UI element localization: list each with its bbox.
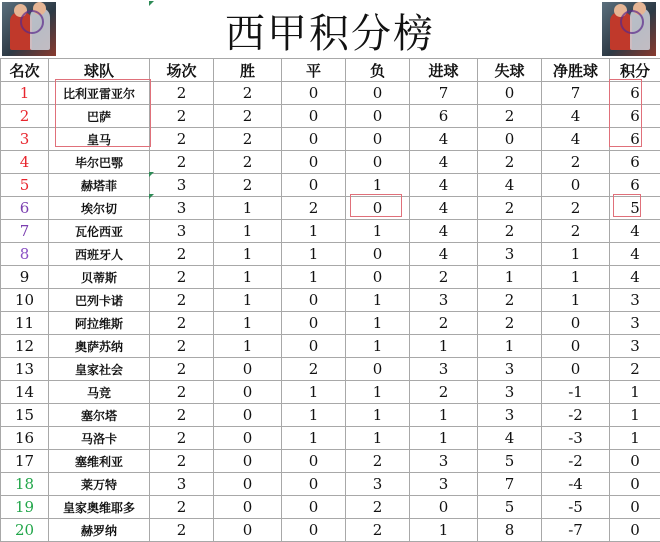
rank-cell: 13	[1, 358, 49, 381]
rank-cell: 18	[1, 473, 49, 496]
played-cell: 2	[150, 289, 214, 312]
won-cell: 0	[214, 358, 282, 381]
played-cell: 2	[150, 266, 214, 289]
played-cell: 2	[150, 381, 214, 404]
drawn-cell: 0	[282, 289, 346, 312]
won-cell: 1	[214, 312, 282, 335]
points-cell: 1	[610, 427, 660, 450]
goals-for-cell: 1	[410, 404, 478, 427]
drawn-cell: 0	[282, 450, 346, 473]
points-cell: 5	[610, 197, 660, 220]
column-header-team: 球队	[49, 59, 150, 82]
goals-for-cell: 2	[410, 381, 478, 404]
table-row	[1, 151, 660, 174]
lost-cell: 1	[346, 174, 410, 197]
header-row	[1, 59, 660, 82]
goal-difference-cell: 0	[542, 312, 610, 335]
won-cell: 2	[214, 174, 282, 197]
points-cell: 6	[610, 151, 660, 174]
goals-for-cell: 4	[410, 220, 478, 243]
lost-cell: 1	[346, 427, 410, 450]
rank-cell: 5	[1, 174, 49, 197]
team-name-cell: 瓦伦西亚	[49, 220, 150, 243]
lost-cell: 3	[346, 473, 410, 496]
won-cell: 2	[214, 151, 282, 174]
goals-for-cell: 0	[410, 496, 478, 519]
lost-cell: 0	[346, 243, 410, 266]
rank-cell: 19	[1, 496, 49, 519]
team-name-cell: 毕尔巴鄂	[49, 151, 150, 174]
drawn-cell: 1	[282, 381, 346, 404]
goals-for-cell: 4	[410, 197, 478, 220]
goal-difference-cell: -2	[542, 404, 610, 427]
goal-difference-cell: 0	[542, 335, 610, 358]
drawn-cell: 2	[282, 358, 346, 381]
points-cell: 0	[610, 519, 660, 542]
player-photo-icon	[602, 2, 656, 56]
won-cell: 1	[214, 335, 282, 358]
goal-difference-cell: 4	[542, 128, 610, 151]
lost-cell: 2	[346, 450, 410, 473]
goals-against-cell: 5	[478, 450, 542, 473]
cell-marker	[149, 172, 154, 177]
column-header-lost: 负	[346, 59, 410, 82]
team-name-cell: 莱万特	[49, 473, 150, 496]
played-cell: 2	[150, 335, 214, 358]
won-cell: 2	[214, 128, 282, 151]
goal-difference-cell: -7	[542, 519, 610, 542]
won-cell: 0	[214, 427, 282, 450]
lost-cell: 0	[346, 151, 410, 174]
points-cell: 3	[610, 335, 660, 358]
column-header-won: 胜	[214, 59, 282, 82]
drawn-cell: 0	[282, 174, 346, 197]
won-cell: 1	[214, 197, 282, 220]
goals-for-cell: 4	[410, 243, 478, 266]
lost-cell: 2	[346, 519, 410, 542]
goal-difference-cell: 0	[542, 174, 610, 197]
column-header-drawn: 平	[282, 59, 346, 82]
goals-against-cell: 2	[478, 151, 542, 174]
drawn-cell: 1	[282, 220, 346, 243]
table-row	[1, 128, 660, 151]
won-cell: 1	[214, 220, 282, 243]
goal-difference-cell: 2	[542, 220, 610, 243]
cell-marker	[149, 194, 154, 199]
won-cell: 0	[214, 381, 282, 404]
goal-difference-cell: -2	[542, 450, 610, 473]
table-row	[1, 519, 660, 542]
drawn-cell: 0	[282, 82, 346, 105]
rank-cell: 2	[1, 105, 49, 128]
drawn-cell: 0	[282, 519, 346, 542]
team-name-cell: 贝蒂斯	[49, 266, 150, 289]
team-name-cell: 阿拉维斯	[49, 312, 150, 335]
won-cell: 1	[214, 289, 282, 312]
played-cell: 2	[150, 404, 214, 427]
points-cell: 0	[610, 473, 660, 496]
goal-difference-cell: 2	[542, 151, 610, 174]
points-cell: 4	[610, 243, 660, 266]
goal-difference-cell: -1	[542, 381, 610, 404]
goal-difference-cell: 7	[542, 82, 610, 105]
points-cell: 0	[610, 496, 660, 519]
rank-cell: 10	[1, 289, 49, 312]
points-cell: 3	[610, 289, 660, 312]
played-cell: 2	[150, 427, 214, 450]
lost-cell: 1	[346, 335, 410, 358]
cell-marker	[149, 1, 154, 6]
table-row	[1, 496, 660, 519]
goals-against-cell: 4	[478, 427, 542, 450]
goals-against-cell: 3	[478, 358, 542, 381]
table-body	[1, 82, 660, 542]
lost-cell: 1	[346, 220, 410, 243]
points-cell: 6	[610, 174, 660, 197]
rank-cell: 17	[1, 450, 49, 473]
goal-difference-cell: 1	[542, 289, 610, 312]
won-cell: 1	[214, 243, 282, 266]
won-cell: 0	[214, 496, 282, 519]
drawn-cell: 1	[282, 243, 346, 266]
rank-cell: 16	[1, 427, 49, 450]
table-row	[1, 266, 660, 289]
column-header-goal-difference: 净胜球	[542, 59, 610, 82]
goals-for-cell: 6	[410, 105, 478, 128]
lost-cell: 0	[346, 266, 410, 289]
played-cell: 2	[150, 450, 214, 473]
drawn-cell: 1	[282, 427, 346, 450]
won-cell: 2	[214, 105, 282, 128]
goals-against-cell: 2	[478, 105, 542, 128]
rank-cell: 12	[1, 335, 49, 358]
lost-cell: 1	[346, 289, 410, 312]
played-cell: 2	[150, 358, 214, 381]
goals-against-cell: 0	[478, 128, 542, 151]
goals-for-cell: 4	[410, 128, 478, 151]
table-row	[1, 82, 660, 105]
table-row	[1, 197, 660, 220]
drawn-cell: 0	[282, 128, 346, 151]
table-row	[1, 404, 660, 427]
lost-cell: 1	[346, 312, 410, 335]
goals-for-cell: 3	[410, 289, 478, 312]
drawn-cell: 0	[282, 335, 346, 358]
rank-cell: 15	[1, 404, 49, 427]
column-header-rank: 名次	[1, 59, 49, 82]
team-name-cell: 奥萨苏纳	[49, 335, 150, 358]
points-cell: 6	[610, 105, 660, 128]
table-row	[1, 473, 660, 496]
rank-cell: 20	[1, 519, 49, 542]
column-header-points: 积分	[610, 59, 660, 82]
rank-cell: 6	[1, 197, 49, 220]
won-cell: 0	[214, 519, 282, 542]
lost-cell: 0	[346, 82, 410, 105]
points-cell: 6	[610, 82, 660, 105]
table-row	[1, 289, 660, 312]
lost-cell: 0	[346, 128, 410, 151]
standings-table	[0, 58, 660, 542]
goals-against-cell: 2	[478, 220, 542, 243]
drawn-cell: 0	[282, 496, 346, 519]
team-name-cell: 巴萨	[49, 105, 150, 128]
rank-cell: 9	[1, 266, 49, 289]
goals-against-cell: 3	[478, 243, 542, 266]
points-cell: 4	[610, 220, 660, 243]
goals-against-cell: 2	[478, 312, 542, 335]
goals-for-cell: 7	[410, 82, 478, 105]
table-row	[1, 427, 660, 450]
goals-for-cell: 3	[410, 358, 478, 381]
title-bar	[0, 0, 660, 59]
goals-against-cell: 5	[478, 496, 542, 519]
lost-cell: 2	[346, 496, 410, 519]
goals-against-cell: 1	[478, 335, 542, 358]
played-cell: 2	[150, 82, 214, 105]
page-title: 西甲积分榜	[0, 2, 660, 59]
team-name-cell: 比利亚雷亚尔	[49, 82, 150, 105]
goals-against-cell: 3	[478, 404, 542, 427]
team-name-cell: 赫罗纳	[49, 519, 150, 542]
table-row	[1, 243, 660, 266]
points-cell: 3	[610, 312, 660, 335]
lost-cell: 0	[346, 197, 410, 220]
rank-cell: 8	[1, 243, 49, 266]
goals-against-cell: 3	[478, 381, 542, 404]
played-cell: 2	[150, 496, 214, 519]
won-cell: 0	[214, 450, 282, 473]
rank-cell: 1	[1, 82, 49, 105]
points-cell: 1	[610, 381, 660, 404]
played-cell: 2	[150, 312, 214, 335]
goal-difference-cell: 2	[542, 197, 610, 220]
goals-for-cell: 3	[410, 450, 478, 473]
table-row	[1, 381, 660, 404]
goals-against-cell: 7	[478, 473, 542, 496]
won-cell: 0	[214, 473, 282, 496]
goals-for-cell: 4	[410, 174, 478, 197]
points-cell: 6	[610, 128, 660, 151]
team-name-cell: 埃尔切	[49, 197, 150, 220]
rank-cell: 11	[1, 312, 49, 335]
rank-cell: 7	[1, 220, 49, 243]
drawn-cell: 0	[282, 151, 346, 174]
played-cell: 2	[150, 128, 214, 151]
goals-against-cell: 4	[478, 174, 542, 197]
points-cell: 0	[610, 450, 660, 473]
goals-against-cell: 1	[478, 266, 542, 289]
team-name-cell: 西班牙人	[49, 243, 150, 266]
played-cell: 2	[150, 519, 214, 542]
goals-against-cell: 2	[478, 197, 542, 220]
table-row	[1, 358, 660, 381]
drawn-cell: 1	[282, 266, 346, 289]
lost-cell: 0	[346, 358, 410, 381]
team-name-cell: 皇马	[49, 128, 150, 151]
team-name-cell: 塞维利亚	[49, 450, 150, 473]
drawn-cell: 2	[282, 197, 346, 220]
rank-cell: 14	[1, 381, 49, 404]
points-cell: 2	[610, 358, 660, 381]
goals-against-cell: 0	[478, 82, 542, 105]
table-row	[1, 335, 660, 358]
goals-against-cell: 8	[478, 519, 542, 542]
column-header-played: 场次	[150, 59, 214, 82]
won-cell: 2	[214, 82, 282, 105]
played-cell: 2	[150, 151, 214, 174]
rank-cell: 3	[1, 128, 49, 151]
table-row	[1, 312, 660, 335]
team-name-cell: 皇家奥维耶多	[49, 496, 150, 519]
drawn-cell: 0	[282, 473, 346, 496]
table-row	[1, 105, 660, 128]
column-header-goals-for: 进球	[410, 59, 478, 82]
goals-for-cell: 3	[410, 473, 478, 496]
team-name-cell: 赫塔菲	[49, 174, 150, 197]
goals-for-cell: 1	[410, 335, 478, 358]
team-name-cell: 马洛卡	[49, 427, 150, 450]
played-cell: 3	[150, 174, 214, 197]
table-row	[1, 450, 660, 473]
team-name-cell: 皇家社会	[49, 358, 150, 381]
column-header-goals-against: 失球	[478, 59, 542, 82]
lost-cell: 0	[346, 105, 410, 128]
team-name-cell: 塞尔塔	[49, 404, 150, 427]
points-cell: 4	[610, 266, 660, 289]
goals-against-cell: 2	[478, 289, 542, 312]
table-row	[1, 220, 660, 243]
goal-difference-cell: -4	[542, 473, 610, 496]
goals-for-cell: 1	[410, 519, 478, 542]
goals-for-cell: 4	[410, 151, 478, 174]
goal-difference-cell: -5	[542, 496, 610, 519]
goal-difference-cell: 0	[542, 358, 610, 381]
team-name-cell: 巴列卡诺	[49, 289, 150, 312]
played-cell: 3	[150, 473, 214, 496]
played-cell: 3	[150, 220, 214, 243]
lost-cell: 1	[346, 404, 410, 427]
goals-for-cell: 2	[410, 312, 478, 335]
goals-for-cell: 1	[410, 427, 478, 450]
won-cell: 0	[214, 404, 282, 427]
goal-difference-cell: 1	[542, 266, 610, 289]
drawn-cell: 0	[282, 105, 346, 128]
goal-difference-cell: 1	[542, 243, 610, 266]
team-name-cell: 马竞	[49, 381, 150, 404]
lost-cell: 1	[346, 381, 410, 404]
goals-for-cell: 2	[410, 266, 478, 289]
played-cell: 2	[150, 105, 214, 128]
won-cell: 1	[214, 266, 282, 289]
points-cell: 1	[610, 404, 660, 427]
rank-cell: 4	[1, 151, 49, 174]
played-cell: 2	[150, 243, 214, 266]
goal-difference-cell: -3	[542, 427, 610, 450]
played-cell: 3	[150, 197, 214, 220]
drawn-cell: 1	[282, 404, 346, 427]
table-row	[1, 174, 660, 197]
drawn-cell: 0	[282, 312, 346, 335]
goal-difference-cell: 4	[542, 105, 610, 128]
